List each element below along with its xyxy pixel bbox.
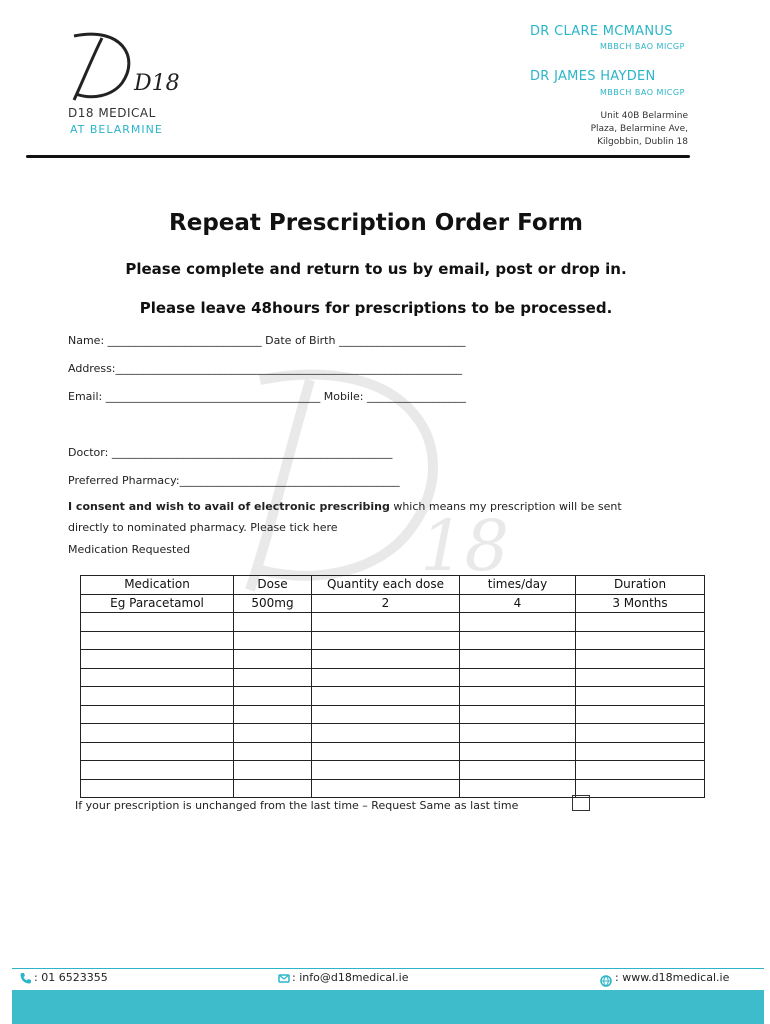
- header-quantity: Quantity each dose: [312, 576, 460, 595]
- practice-address: [560, 110, 688, 149]
- example-duration: 3 Months: [576, 594, 705, 613]
- header-dose: Dose: [234, 576, 312, 595]
- d18-logo: [62, 28, 180, 108]
- header-divider: [26, 155, 690, 158]
- footer-divider: [12, 968, 764, 969]
- address-line-3: Kilgobbin, Dublin 18: [597, 137, 688, 147]
- brand-name: D18 MEDICAL: [68, 106, 156, 120]
- instruction-48hours: Please leave 48hours for prescriptions to be processed.: [139, 299, 613, 317]
- instruction-return: Please complete and return to us by email, post or drop in.: [125, 260, 627, 278]
- footer-bar: [12, 990, 764, 1024]
- doctor-field[interactable]: Doctor: ___________________________________________________: [68, 446, 393, 459]
- consent-text: [68, 500, 622, 513]
- table-row[interactable]: [81, 742, 705, 761]
- address-line-1: Unit 40B Belarmine: [600, 111, 688, 121]
- table-header-row: [81, 576, 705, 595]
- consent-text-line2: directly to nominated pharmacy. Please tick here: [68, 521, 338, 534]
- name-dob-field[interactable]: Name: ____________________________ Date of Birth _______________________: [68, 334, 466, 347]
- phone-icon: [20, 972, 32, 984]
- table-row[interactable]: [81, 613, 705, 632]
- header-times-per-day: times/day: [460, 576, 576, 595]
- footer-website[interactable]: : www.d18medical.ie: [615, 971, 730, 984]
- globe-icon: [600, 975, 612, 987]
- doctor2-name: DR JAMES HAYDEN: [530, 69, 656, 84]
- table-row[interactable]: [81, 631, 705, 650]
- table-row[interactable]: [81, 650, 705, 669]
- email-icon: [278, 972, 290, 984]
- consent-bold: I consent and wish to avail of electronic prescribing: [68, 500, 390, 513]
- doctor1-name: DR CLARE MCMANUS: [530, 24, 673, 39]
- svg-text:18: 18: [420, 505, 510, 587]
- form-title: Repeat Prescription Order Form: [169, 210, 583, 236]
- same-as-last-time-note: If your prescription is unchanged from the last time – Request Same as last time: [75, 799, 519, 812]
- table-row[interactable]: [81, 687, 705, 706]
- consent-rest: which means my prescription will be sent: [389, 500, 622, 513]
- email-mobile-field[interactable]: Email: _______________________________________ Mobile: __________________: [68, 390, 467, 403]
- doctor1-qualifications: MBBCH BAO MICGP: [600, 42, 685, 51]
- table-row[interactable]: [81, 779, 705, 798]
- example-times: 4: [460, 594, 576, 613]
- table-row[interactable]: [81, 761, 705, 780]
- address-line-2: Plaza, Belarmine Ave,: [590, 124, 688, 134]
- table-row[interactable]: [81, 668, 705, 687]
- header-medication: Medication: [81, 576, 234, 595]
- same-as-last-time-checkbox[interactable]: [572, 795, 590, 811]
- header-duration: Duration: [576, 576, 705, 595]
- logo-text: D18: [134, 71, 180, 96]
- footer-email[interactable]: : info@d18medical.ie: [292, 971, 409, 984]
- example-medication: Eg Paracetamol: [81, 594, 234, 613]
- footer-phone[interactable]: : 01 6523355: [34, 971, 108, 984]
- address-field[interactable]: Address:_______________________________________________________________: [68, 362, 463, 375]
- medication-table: [80, 575, 705, 798]
- table-row-example: [81, 594, 705, 613]
- table-row[interactable]: [81, 724, 705, 743]
- table-row[interactable]: [81, 705, 705, 724]
- brand-location: AT BELARMINE: [70, 123, 163, 136]
- pharmacy-field[interactable]: Preferred Pharmacy:________________________________________: [68, 474, 400, 487]
- example-dose: 500mg: [234, 594, 312, 613]
- doctor2-qualifications: MBBCH BAO MICGP: [600, 88, 685, 97]
- medication-requested-label: Medication Requested: [68, 543, 191, 556]
- example-quantity: 2: [312, 594, 460, 613]
